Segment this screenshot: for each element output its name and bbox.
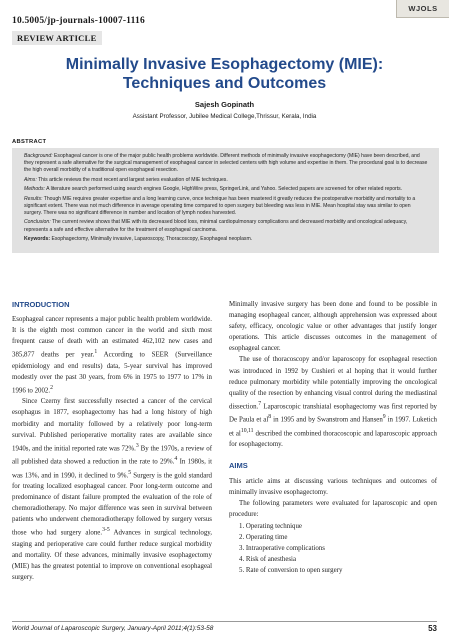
aims-paragraph: This article aims at discussing various techniques and outcomes of minimally invasive esophagectomy. — [229, 478, 437, 497]
list-item: 2. Operating time — [239, 533, 288, 541]
col2-paragraph-2: The use of thoracoscopy and/or laparoscopy for esophageal resection was introduced in 1992 by Cushieri et al hoping that it would further reduce pulmonary morbidity while potentially improving the oncological quality of the resection by enhancing visual control during the mediastinal dissection.$^7$ Laparoscopic transhiatal esophagectomy was first reported by De Paula et $al^8$ in 1995 and by Swanstrom and Hansen$^9$ in 1997. Luketich et al$^{10,11}$ described the combined thoracoscopic and laparoscopic approach for esophagectomy. — [229, 356, 437, 449]
keywords: Keywords: Esophagectomy, Minimally invasive, Laparoscopy, Thoracoscopy, Esophageal neoplasm. — [24, 235, 253, 242]
doi: 10.5005/jp-journals-10007-1116 — [12, 16, 145, 26]
abstract-heading: ABSTRACT — [12, 139, 47, 145]
list-item: 4. Risk of anesthesia — [239, 555, 297, 563]
params-intro: The following parameters were evaluated for laparoscopic and open procedure: — [229, 500, 437, 519]
footer-divider — [12, 621, 437, 622]
list-item: 1. Operating technique — [239, 522, 302, 530]
abstract-conclusion: Conclusion: The current review shows that MIE with its decreased blood loss, minimal cardiopulmonary complications and decreased morbidity and oncological adequacy, represents a safe and effective alternative for the treatment of esophageal carcinoma. — [24, 219, 408, 233]
article-type-badge: REVIEW ARTICLE — [12, 31, 102, 45]
journal-tag: WJOLS — [396, 0, 449, 18]
introduction-heading: INTRODUCTION — [12, 300, 70, 309]
parameter-list — [229, 521, 437, 576]
abstract-results: Results: Though MIE requires greater expertise and a long learning curve, once technique has been mastered it greatly reduces the postoperative morbidity and mortality to a significant extent. There was not much difference in average operating time compared to open surgery but bleeding was less in MIE. Mean hospital stay was similar to open surgery. There was no significant difference in number and location of lymph nodes harvested. — [24, 195, 416, 216]
abstract-box — [12, 148, 439, 253]
author: Sajesh Gopinath — [194, 100, 255, 109]
page-title — [0, 55, 449, 93]
right-column — [229, 299, 437, 576]
title-line-1: Minimally Invasive Esophagectomy (MIE): — [65, 56, 384, 73]
aims-heading: AIMS — [229, 461, 248, 471]
footer-citation: World Journal of Laparoscopic Surgery, January-April 2011;4(1):53-58 — [12, 625, 214, 632]
abstract-aims: Aims: This article reviews the most recent and largest series evaluation of MIE techniques. — [24, 176, 228, 183]
list-item: 5. Rate of conversion to open surgery — [239, 566, 343, 574]
abstract-methods: Methods: A literature search performed using search engines Google, HighWire press, SpringerLink, and Yahoo. Selected papers are screened for other related reports. — [24, 186, 403, 193]
page-number: 53 — [428, 624, 437, 633]
left-column — [12, 299, 212, 583]
abstract-background: Background: Esophageal cancer is one of the major public health problems worldwide. Different methods of minimally invasive esophagectomy (MIE) have been described, and they represent a safe alternative for the surgical management of esophageal cancer in selected centers with high volume and expertise in them. The procedural goal is to decrease the high overall morbidity of a traditional open esophageal resection. — [24, 153, 428, 174]
col2-paragraph-1: Minimally invasive surgery has been done and found to be possible in managing esophageal cancer, although apprehension was expressed about safety, efficacy, oncologic value or other advantages that justify longer operations. This article discusses outcomes in the management of esophageal cancer. — [229, 301, 437, 353]
intro-paragraph-2: Since Czerny first successfully resected a cancer of the cervical esophagus in 1877, esophagectomy has had a long history of high morbidity and mortality followed by a relatively poor long-term survival. Published perioperative mortality rates are available since 1940s, and the initial reported rate was 72%.$^3$ By the 1970s, a review of all published data showed a reduction in the rate to 29%.$^4$ In 1980s, it was 13%, and in 1990, it declined to 9%.$^5$ Surgery is the gold standard for treating localized esophageal cancer. Poor long-term outcome and predominance of distant failure prompted the evaluation of the role of chemoradiotherapy. No major difference was seen in survival between patients who underwent chemoradiotherapy followed by surgery versus those who had surgery alone.$^{3-5}$ Advances in surgical technology, staging and perioperative care could further reduce surgical morbidity and mortality. Of these advances, minimally invasive esophagectomy (MIE) has the greatest potential to improve on conventional esophageal surgery. — [12, 398, 213, 581]
affiliation: Assistant Professor, Jubilee Medical College,Thrissur, Kerala, India — [132, 113, 317, 120]
list-item: 3. Intraoperative complications — [239, 544, 325, 552]
intro-paragraph-1: Esophageal cancer represents a major public health problem worldwide. It is the eighth most common cancer in the world and sixth most frequent cause of death with an estimated 462,102 new cases and 385,877 deaths per year.$^1$ According to SEER (Surveillance epidemiology and end results) data, 5-year survival has improved modestly over the past 30 years, from 6% in 1975 to 1977 to 17% in 1996 to 2002.$^2$ — [12, 316, 212, 395]
title-line-2: Techniques and Outcomes — [122, 75, 327, 92]
